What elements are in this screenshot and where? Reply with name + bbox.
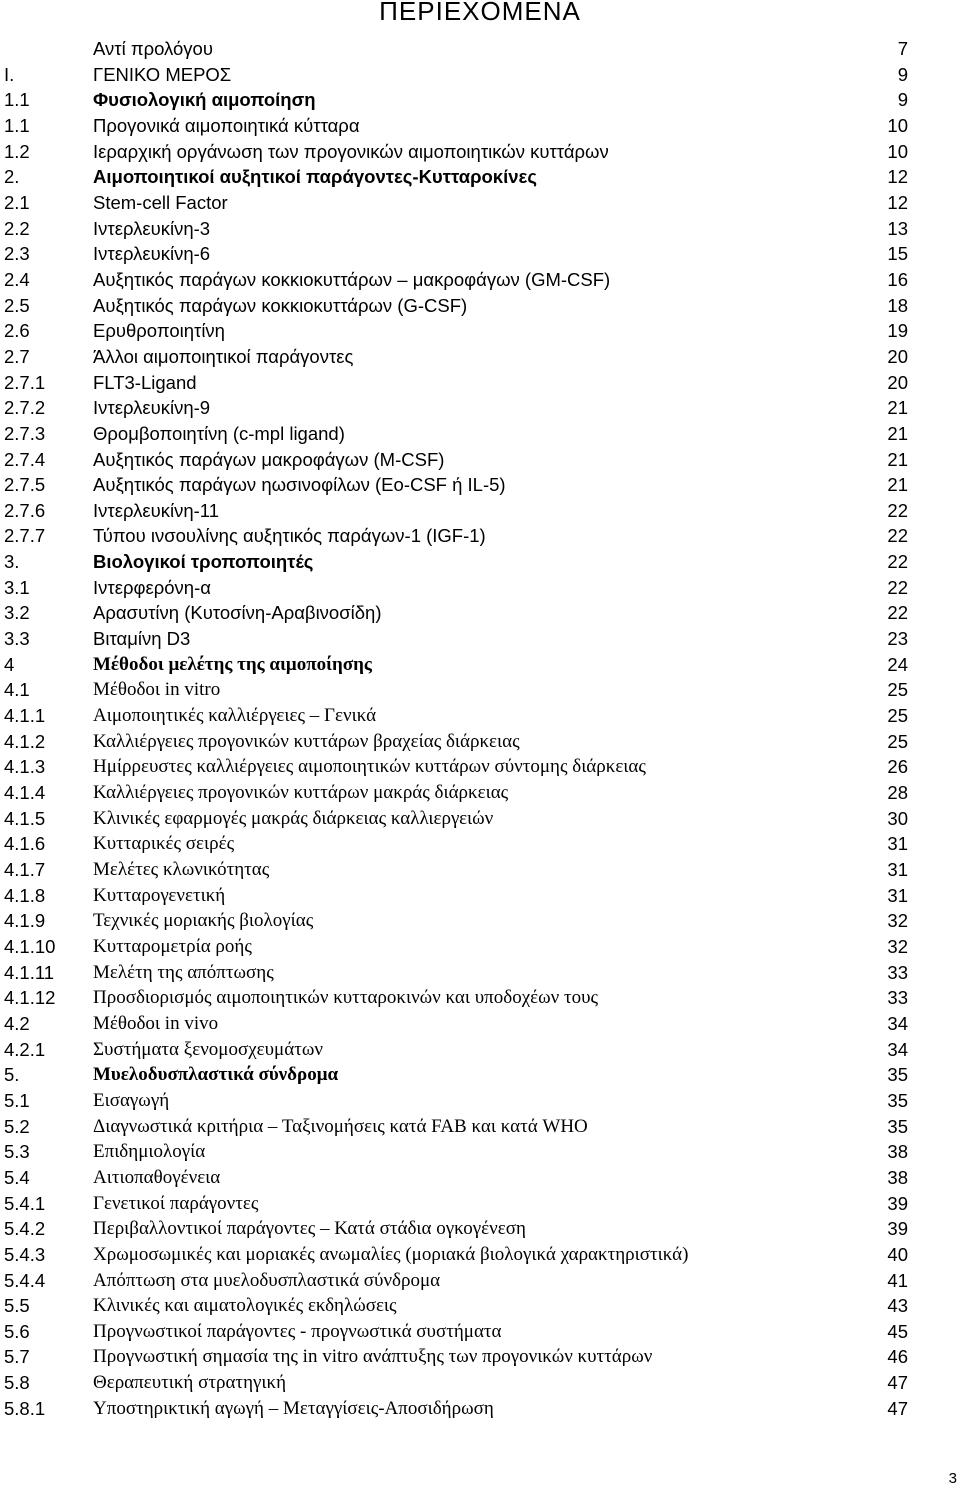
toc-entry-page: 35: [887, 1064, 908, 1086]
toc-entry-number: 4: [4, 653, 15, 675]
toc-entry-title: Κυτταρομετρία ροής: [93, 935, 252, 957]
toc-entry: [0, 857, 960, 883]
toc-entry: [0, 600, 960, 626]
toc-entry-page: 20: [887, 345, 908, 367]
toc-entry-page: 25: [887, 730, 908, 752]
toc-entry: [0, 1396, 960, 1422]
toc-entry-title: Ιντερφερόνη-α: [93, 576, 211, 598]
toc-entry: [0, 344, 960, 370]
toc-entry-title: Προγονικά αιμοποιητικά κύτταρα: [93, 114, 360, 136]
toc-entry-page: 7: [897, 38, 908, 59]
toc-entry: [0, 87, 960, 113]
toc-entry: [0, 626, 960, 652]
toc-entry-title: Μελέτες κλωνικότητας: [93, 859, 270, 880]
toc-entry-number: 3.1: [4, 576, 30, 598]
toc-entry-page: 28: [887, 782, 908, 804]
toc-entry: [0, 498, 960, 524]
toc-entry-title: Κλινικές εφαρμογές μακράς διάρκειας καλλιεργειών: [93, 807, 494, 829]
toc-entry-page: 47: [887, 1397, 908, 1419]
toc-entry: [0, 1370, 960, 1396]
toc-entry-number: 4.1.10: [4, 935, 56, 957]
toc-entry-page: 21: [887, 397, 908, 419]
toc-entry: [0, 1062, 960, 1088]
toc-entry-page: 10: [887, 140, 908, 162]
toc-entry: [0, 575, 960, 601]
toc-entry-number: 2.7: [4, 345, 30, 367]
toc-entry-page: 22: [887, 499, 908, 521]
toc-entry-title: Τεχνικές μοριακής βιολογίας: [93, 910, 314, 932]
table-of-contents: [0, 36, 960, 1421]
toc-entry-page: 25: [887, 705, 908, 727]
toc-entry: [0, 806, 960, 832]
toc-entry-number: 5.1: [4, 1089, 30, 1111]
toc-entry: [0, 62, 960, 88]
toc-entry-number: 2.7.4: [4, 448, 46, 470]
toc-entry-number: 2.2: [4, 217, 30, 239]
toc-entry-number: 5.2: [4, 1115, 30, 1137]
toc-entry: [0, 1268, 960, 1294]
toc-entry-number: 5.7: [4, 1346, 30, 1368]
toc-entry-title: Κυτταρογενετική: [93, 884, 226, 906]
toc-entry-title: Επιδημιολογία: [93, 1141, 206, 1163]
toc-entry-number: 4.1.4: [4, 782, 46, 804]
toc-entry-number: 4.1.11: [4, 961, 55, 983]
toc-entry-page: 26: [887, 756, 908, 778]
toc-entry-number: 4.1.2: [4, 730, 46, 752]
toc-entry: [0, 241, 960, 267]
toc-entry-page: 9: [897, 63, 908, 85]
toc-entry: [0, 1037, 960, 1063]
toc-entry-number: 5.8: [4, 1372, 30, 1394]
toc-entry-page: 31: [887, 859, 908, 880]
toc-entry-title: Χρωμοσωμικές και μοριακές ανωμαλίες (μοριακά βιολογικά χαρακτηριστικά): [93, 1243, 689, 1265]
toc-entry-title: Προγνωστική σημασία της in vitro ανάπτυξης των προγονικών κυττάρων: [93, 1346, 653, 1368]
toc-entry-title: Μέθοδοι μελέτης της αιμοποίησης: [93, 653, 372, 675]
toc-entry-page: 20: [887, 371, 908, 393]
toc-entry: [0, 36, 960, 62]
toc-entry-title: Stem-cell Factor: [93, 191, 228, 213]
toc-entry-title: Άλλοι αιμοποιητικοί παράγοντες: [93, 345, 354, 367]
toc-entry-number: 5.6: [4, 1320, 30, 1342]
toc-entry-page: 45: [887, 1320, 908, 1342]
toc-entry-page: 24: [887, 653, 908, 675]
toc-entry: [0, 960, 960, 986]
toc-entry: [0, 1344, 960, 1370]
toc-entry: [0, 1165, 960, 1191]
toc-entry-title: Απόπτωση στα μυελοδυσπλαστικά σύνδρομα: [93, 1269, 441, 1291]
toc-entry-number: 2.: [4, 166, 20, 188]
toc-entry-number: 4.1.1: [4, 705, 46, 727]
toc-entry-number: 2.7.3: [4, 422, 46, 444]
toc-entry-title: Τύπου ινσουλίνης αυξητικός παράγων-1 (IGF-1): [93, 525, 486, 547]
toc-entry: [0, 652, 960, 678]
toc-entry-page: 32: [887, 910, 908, 932]
toc-entry-number: 4.1: [4, 679, 30, 701]
toc-entry-number: 2.3: [4, 243, 30, 265]
toc-entry-number: 5.8.1: [4, 1397, 46, 1419]
toc-entry-title: Κυτταρικές σειρές: [93, 833, 235, 855]
toc-entry-title: ΓΕΝΙΚΟ ΜΕΡΟΣ: [93, 63, 232, 85]
toc-entry-title: Αιμοποιητικοί αυξητικοί παράγοντες-Κυτταροκίνες: [93, 166, 537, 188]
toc-entry-page: 21: [887, 422, 908, 444]
toc-entry-page: 46: [887, 1346, 908, 1368]
toc-entry-number: 4.1.7: [4, 859, 46, 880]
toc-entry-number: 2.6: [4, 320, 30, 342]
toc-entry-page: 35: [887, 1089, 908, 1111]
toc-entry-number: 5.4.3: [4, 1243, 46, 1265]
toc-entry-number: 4.2: [4, 1012, 30, 1034]
toc-entry: [0, 1114, 960, 1140]
toc-entry: [0, 780, 960, 806]
toc-entry-title: Ιντερλευκίνη-11: [93, 499, 219, 521]
toc-entry-page: 35: [887, 1115, 908, 1137]
toc-entry-title: Μέθοδοι in vivo: [93, 1012, 219, 1034]
toc-entry-page: 18: [887, 294, 908, 316]
page-number: 3: [948, 1470, 957, 1487]
toc-entry-page: 10: [887, 114, 908, 136]
toc-entry: [0, 113, 960, 139]
toc-entry: [0, 703, 960, 729]
toc-entry-title: Αυξητικός παράγων κοκκιοκυττάρων (G-CSF): [93, 294, 468, 316]
toc-entry-title: Αρασυτίνη (Κυτοσίνη-Αραβινοσίδη): [93, 602, 382, 624]
toc-entry-title: Ιντερλευκίνη-9: [93, 397, 211, 419]
toc-entry-title: Κλινικές και αιματολογικές εκδηλώσεις: [93, 1295, 397, 1317]
toc-entry-title: Ημίρρευστες καλλιέργειες αιμοποιητικών κυττάρων σύντομης διάρκειας: [93, 756, 646, 778]
toc-entry-title: Προσδιορισμός αιμοποιητικών κυτταροκινών και υποδοχέων τους: [93, 987, 599, 1009]
toc-entry-title: Θρομβοποιητίνη (c-mpl ligand): [93, 422, 345, 444]
toc-entry-number: 1.1: [4, 114, 30, 136]
toc-entry-number: 5.5: [4, 1295, 30, 1317]
toc-entry-number: 3.3: [4, 628, 30, 650]
toc-entry: [0, 549, 960, 575]
toc-entry-number: 2.7.1: [4, 371, 46, 393]
page-title: ΠΕΡΙΕΧΟΜΕΝΑ: [379, 0, 581, 26]
toc-entry-number: 2.7.6: [4, 499, 46, 521]
toc-entry-page: 9: [897, 89, 908, 111]
toc-entry: [0, 985, 960, 1011]
toc-entry-title: Βιολογικοί τροποποιητές: [93, 551, 314, 573]
toc-entry: [0, 754, 960, 780]
toc-entry: [0, 729, 960, 755]
toc-entry-page: 21: [887, 448, 908, 470]
toc-entry-title: Εισαγωγή: [93, 1089, 170, 1111]
toc-entry-page: 33: [887, 961, 908, 983]
toc-entry-title: Προγνωστικοί παράγοντες - προγνωστικά συστήματα: [93, 1320, 502, 1342]
toc-entry-title: Ιντερλευκίνη-6: [93, 243, 211, 265]
toc-entry-number: 5.: [4, 1064, 20, 1086]
toc-entry-number: 2.7.7: [4, 525, 46, 547]
toc-entry-number: Ι.: [4, 63, 15, 85]
toc-entry-page: 34: [887, 1038, 908, 1060]
toc-entry: [0, 677, 960, 703]
toc-entry-page: 16: [887, 268, 908, 290]
toc-entry-number: 2.4: [4, 268, 30, 290]
toc-entry: [0, 472, 960, 498]
toc-entry-title: Μέθοδοι in vitro: [93, 679, 221, 701]
toc-entry-page: 13: [887, 217, 908, 239]
toc-entry-number: 5.4.2: [4, 1218, 46, 1240]
toc-entry-page: 22: [887, 525, 908, 547]
toc-entry: [0, 908, 960, 934]
toc-entry-page: 39: [887, 1192, 908, 1214]
toc-entry: [0, 831, 960, 857]
toc-entry-title: Καλλιέργειες προγονικών κυττάρων βραχείας διάρκειας: [93, 730, 520, 752]
toc-entry-title: Αυξητικός παράγων μακροφάγων (M-CSF): [93, 448, 445, 470]
toc-entry: [0, 883, 960, 909]
toc-entry: [0, 139, 960, 165]
toc-entry-page: 39: [887, 1218, 908, 1240]
toc-entry-page: 12: [887, 166, 908, 188]
toc-entry-page: 38: [887, 1141, 908, 1163]
toc-entry-page: 34: [887, 1012, 908, 1034]
toc-entry-page: 38: [887, 1166, 908, 1188]
toc-entry-title: Ερυθροποιητίνη: [93, 320, 225, 342]
toc-entry-title: Μελέτη της απόπτωσης: [93, 961, 274, 983]
toc-entry-number: 2.7.5: [4, 474, 46, 496]
toc-entry: [0, 1011, 960, 1037]
toc-entry: [0, 216, 960, 242]
toc-entry-title: Ιντερλευκίνη-3: [93, 217, 211, 239]
toc-entry-page: 12: [887, 191, 908, 213]
toc-entry-page: 15: [887, 243, 908, 265]
toc-entry: [0, 164, 960, 190]
toc-entry: [0, 1088, 960, 1114]
toc-entry-number: 2.7.2: [4, 397, 46, 419]
toc-entry-number: 4.1.12: [4, 987, 56, 1009]
toc-entry-page: 47: [887, 1372, 908, 1394]
toc-entry-page: 23: [887, 628, 908, 650]
toc-entry-title: Καλλιέργειες προγονικών κυττάρων μακράς διάρκειας: [93, 782, 509, 804]
toc-entry-number: 4.1.3: [4, 756, 46, 778]
toc-entry-title: Βιταμίνη D3: [93, 628, 191, 650]
toc-entry-number: 3.: [4, 551, 20, 573]
toc-entry-page: 22: [887, 576, 908, 598]
toc-entry-page: 31: [887, 833, 908, 855]
toc-entry-number: 4.2.1: [4, 1038, 46, 1060]
toc-entry-number: 4.1.9: [4, 910, 46, 932]
toc-entry-page: 19: [887, 320, 908, 342]
toc-entry-title: FLT3-Ligand: [93, 371, 197, 393]
toc-entry-title: Φυσιολογική αιμοποίηση: [93, 89, 316, 111]
toc-entry-title: Υποστηρικτική αγωγή – Μεταγγίσεις-Αποσιδήρωση: [93, 1397, 494, 1419]
toc-entry-title: Θεραπευτική στρατηγική: [93, 1372, 287, 1394]
toc-entry-page: 41: [887, 1269, 908, 1291]
toc-entry: [0, 395, 960, 421]
toc-entry: [0, 318, 960, 344]
toc-entry-title: Γενετικοί παράγοντες: [93, 1192, 259, 1214]
toc-entry: [0, 447, 960, 473]
toc-entry-number: 5.4: [4, 1166, 30, 1188]
toc-entry: [0, 1191, 960, 1217]
toc-entry-title: Αυξητικός παράγων ηωσινοφίλων (Eo-CSF ή IL-5): [93, 474, 506, 496]
toc-entry: [0, 370, 960, 396]
toc-entry-page: 22: [887, 602, 908, 624]
toc-entry: [0, 1139, 960, 1165]
toc-entry-number: 4.1.8: [4, 884, 46, 906]
toc-entry: [0, 1216, 960, 1242]
toc-entry-title: Ιεραρχική οργάνωση των προγονικών αιμοποιητικών κυττάρων: [93, 140, 609, 162]
toc-entry-number: 5.3: [4, 1141, 30, 1163]
toc-entry: [0, 293, 960, 319]
toc-entry: [0, 1242, 960, 1268]
toc-entry-page: 22: [887, 551, 908, 573]
toc-entry-title: Αντί προλόγου: [93, 38, 213, 59]
toc-entry: [0, 1293, 960, 1319]
toc-entry: [0, 421, 960, 447]
toc-entry-page: 32: [887, 935, 908, 957]
toc-entry-page: 33: [887, 987, 908, 1009]
toc-entry: [0, 934, 960, 960]
toc-entry-page: 43: [887, 1295, 908, 1317]
toc-entry: [0, 1319, 960, 1345]
toc-entry-number: 3.2: [4, 602, 30, 624]
toc-entry: [0, 523, 960, 549]
toc-entry-title: Αιμοποιητικές καλλιέργειες – Γενικά: [93, 705, 377, 727]
toc-entry-number: 2.5: [4, 294, 30, 316]
toc-entry-title: Αυξητικός παράγων κοκκιοκυττάρων – μακροφάγων (GM-CSF): [93, 268, 611, 290]
toc-entry-title: Μυελοδυσπλαστικά σύνδρομα: [93, 1064, 339, 1086]
toc-entry-number: 2.1: [4, 191, 30, 213]
toc-entry-number: 5.4.4: [4, 1269, 46, 1291]
toc-entry-number: 1.2: [4, 140, 30, 162]
toc-entry: [0, 190, 960, 216]
toc-entry-page: 31: [887, 884, 908, 906]
toc-entry-title: Περιβαλλοντικοί παράγοντες – Κατά στάδια ογκογένεση: [93, 1218, 526, 1240]
toc-entry-page: 25: [887, 679, 908, 701]
toc-entry-page: 21: [887, 474, 908, 496]
toc-entry-number: 4.1.5: [4, 807, 46, 829]
toc-entry-title: Διαγνωστικά κριτήρια – Ταξινομήσεις κατά FAB και κατά WHO: [93, 1115, 588, 1137]
toc-entry-page: 40: [887, 1243, 908, 1265]
toc-entry-number: 1.1: [4, 89, 30, 111]
toc-entry-title: Αιτιοπαθογένεια: [93, 1166, 221, 1188]
toc-entry-number: 4.1.6: [4, 833, 46, 855]
toc-entry-title: Συστήματα ξενομοσχευμάτων: [93, 1038, 323, 1060]
toc-entry-page: 30: [887, 807, 908, 829]
toc-entry-number: 5.4.1: [4, 1192, 46, 1214]
toc-entry: [0, 267, 960, 293]
